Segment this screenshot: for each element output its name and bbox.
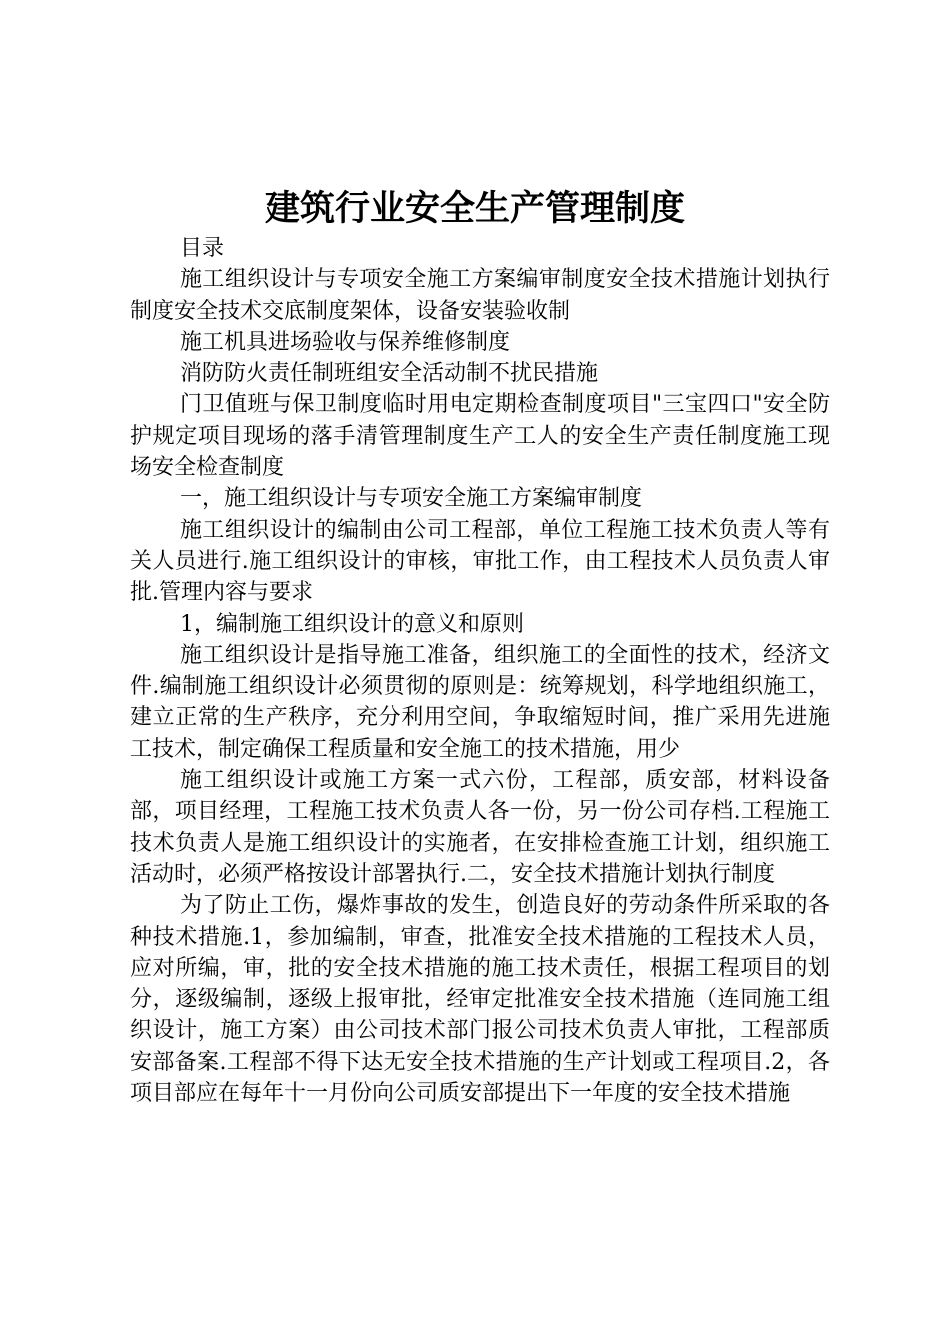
paragraph-toc-line-3: 消防防火责任制班组安全活动制不扰民措施 xyxy=(180,361,599,387)
subsection-heading-1: 1，编制施工组织设计的意义和原则 xyxy=(180,611,524,637)
document-body xyxy=(130,233,830,1109)
paragraph: 施工组织设计或施工方案一式六份，工程部，质安部，材料设备部，项目经理，工程施工技术负责人各一份，另一份公司存档.工程施工技术负责人是施工组织设计的实施者，在安排检查施工计划，组织施工活动时，必须严格按设计部署执行.二，安全技术措施计划执行制度 xyxy=(130,768,830,887)
paragraph-toc-heading: 目录 xyxy=(180,236,225,261)
document-title: 建筑行业安全生产管理制度 xyxy=(264,188,685,229)
paragraph: 为了防止工伤，爆炸事故的发生，创造良好的劳动条件所采取的各种技术措施.1，参加编制，审查，批准安全技术措施的工程技术人员，应对所编，审，批的安全技术措施的施工技术责任，根据工程项目的划分，逐级编制，逐级上报审批，经审定批准安全技术措施（连同施工组织设计，施工方案）由公司技术部门报公司技术负责人审批，工程部质安部备案.工程部不得下达无安全技术措施的生产计划或工程项目.2，各项目部应在每年十一月份向公司质安部提出下一年度的安全技术措施 xyxy=(130,893,830,1107)
section-heading-1: 一，施工组织设计与专项安全施工方案编审制度 xyxy=(180,486,643,512)
paragraph-toc-line-2: 施工机具进场验收与保养维修制度 xyxy=(180,329,511,355)
paragraph: 施工组织设计是指导施工准备，组织施工的全面性的技术，经济文件.编制施工组织设计必须贯彻的原则是：统筹规划，科学地组织施工，建立正常的生产秩序，充分利用空间，争取缩短时间，推广采用先进施工技术，制定确保工程质量和安全施工的技术措施，用少 xyxy=(130,642,830,762)
paragraph-toc-line-1: 施工组织设计与专项安全施工方案编审制度安全技术措施计划执行制度安全技术交底制度架体，设备安装验收制 xyxy=(130,267,830,324)
paragraph: 施工组织设计的编制由公司工程部，单位工程施工技术负责人等有关人员进行.施工组织设计的审核，审批工作，由工程技术人员负责人审批.管理内容与要求 xyxy=(130,517,830,606)
paragraph-toc-line-4: 门卫值班与保卫制度临时用电定期检查制度项目"三宝四口"安全防护规定项目现场的落手清管理制度生产工人的安全生产责任制度施工现场安全检查制度 xyxy=(130,392,830,481)
